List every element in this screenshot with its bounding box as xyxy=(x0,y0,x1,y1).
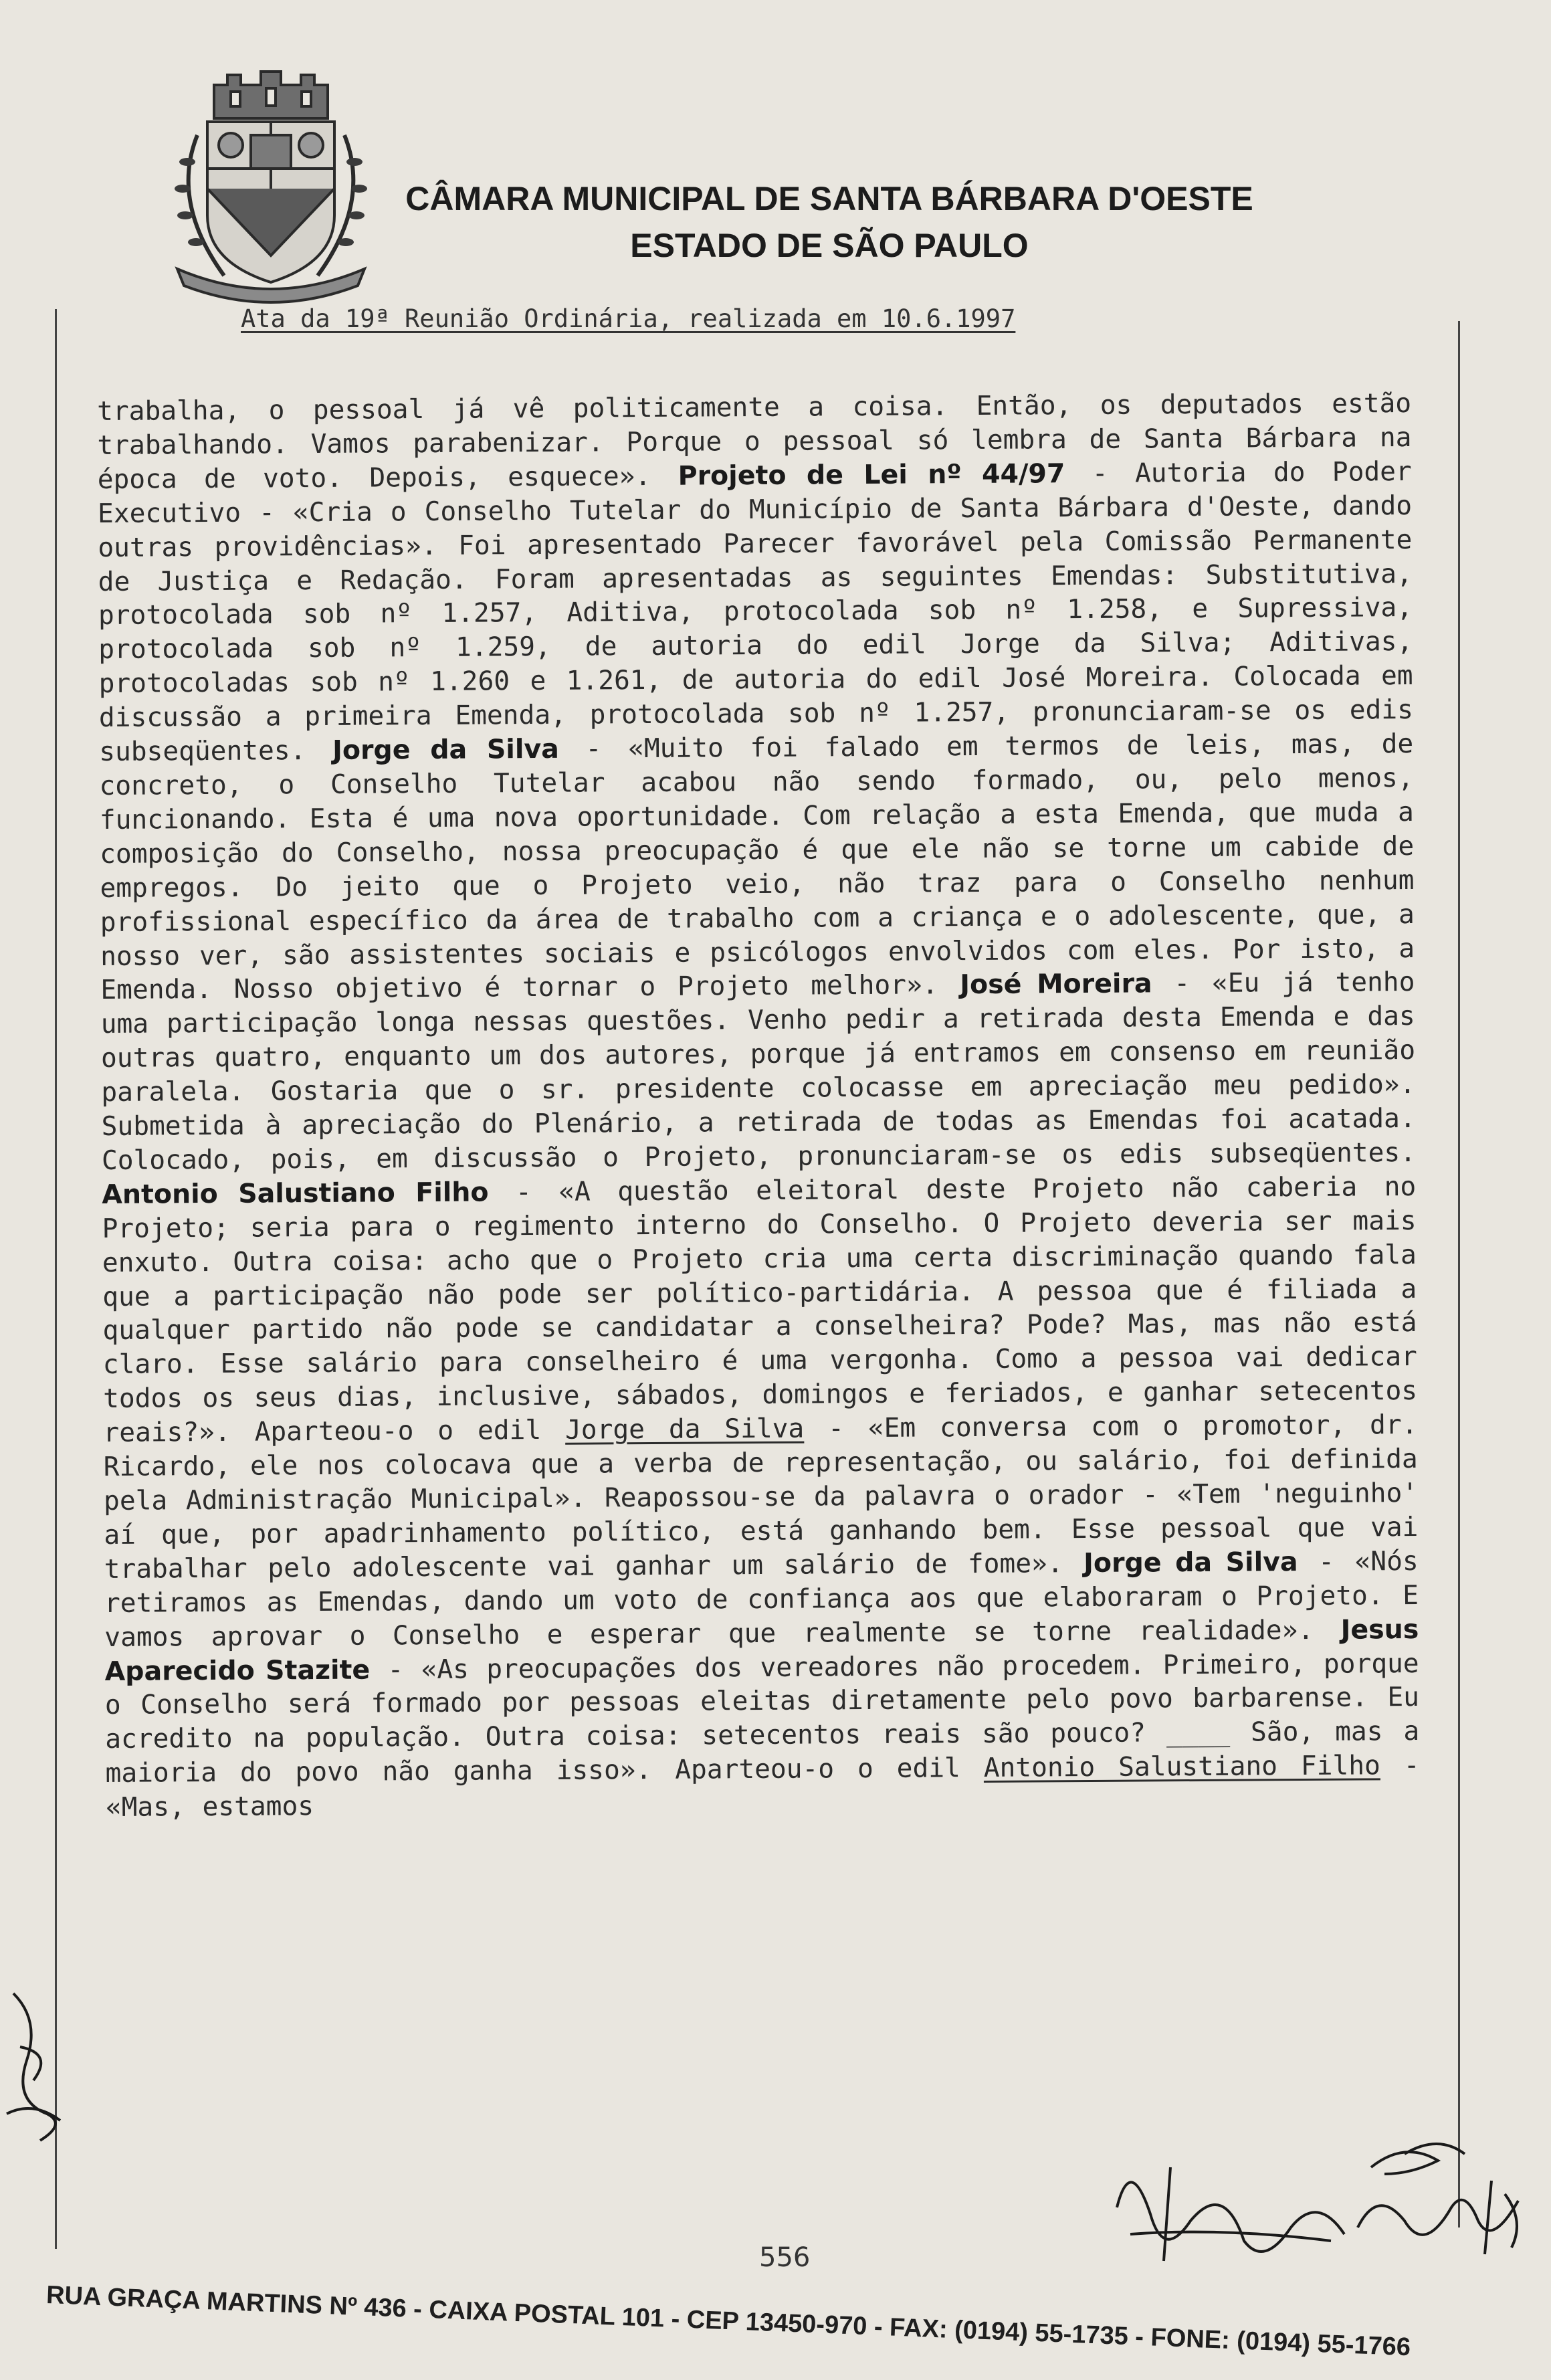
body-paragraph: - «Em conversa com o promotor, dr. Ricardo, ele nos colocava que a verba de representação, ou salário, foi definida pela Administração Municipal». Reapossou-se da palavra o orador - «Tem 'neguinho' aí que, por apadrinhamento político, está ganhando bem. Esse pessoal que vai trabalhar pelo adolescente vai ganhar um salário de fome». xyxy=(103,1409,1419,1585)
organization-title: CÂMARA MUNICIPAL DE SANTA BÁRBARA D'OESTE xyxy=(405,180,1253,217)
speaker-name: Jorge da Silva xyxy=(332,733,559,766)
body-paragraph: trabalha, o pessoal já vê politicamente a coisa. Então, os deputados estão trabalhando. Vamos parabenizar. Porque o pessoal só lembra de Santa Bárbara na época de voto. Depois, esquece». xyxy=(97,387,1412,495)
margin-signature-icon xyxy=(0,1980,80,2167)
body-paragraph: - «Eu já tenho uma participação longa nessas questões. Venho pedir a retirada desta Emenda e das outras quatro, enquanto um dos autores, porque já entramos em consenso em reunião paralela. Gostaria que o sr. presidente colocasse em apreciação meu pedido». Submetida à apreciação do Plenário, a retirada de todas as Emendas foi acatada. Colocado, pois, em discussão o Projeto, pronunciaram-se os edis subseqüentes. xyxy=(100,967,1417,1176)
page-number: 556 xyxy=(759,2242,811,2273)
minutes-subtitle: Ata da 19ª Reunião Ordinária, realizada em 10.6.1997 xyxy=(241,304,1016,333)
municipal-crest-icon xyxy=(150,55,391,309)
body-paragraph: - «Mas, estamos xyxy=(105,1750,1420,1823)
bill-heading: Projeto de Lei nº 44/97 xyxy=(678,458,1065,492)
footer-address: RUA GRAÇA MARTINS Nº 436 - CAIXA POSTAL 101 - CEP 13450-970 - FAX: (0194) 55-1735 - FONE: (0194) 55-1766 xyxy=(45,2281,1411,2362)
speaker-name: Antonio Salustiano Filho xyxy=(102,1177,489,1210)
aparte-name: Antonio Salustiano Filho xyxy=(983,1750,1380,1784)
body-paragraph: - «Muito foi falado em termos de leis, mas, de concreto, o Conselho Tutelar acabou não sendo formado, ou, pelo menos, funcionando. Esta é uma nova oportunidade. Com relação a esta Emenda, que muda a composição do Conselho, nossa preocupação é que ele não se torne um cabide de empregos. Do jeito que o Projeto veio, não traz para o Conselho nenhum profissional específico da área de trabalho com a criança e o adolescente, que, a nosso ver, são assistentes sociais e psicólogos envolvidos com eles. Por isto, a Emenda. Nosso objetivo é tornar o Projeto melhor». xyxy=(99,728,1415,1006)
body-paragraph: - «A questão eleitoral deste Projeto não caberia no Projeto; seria para o regimento interno do Conselho. O Projeto deveria ser mais enxuto. Outra coisa: acho que o Projeto cria uma certa discriminação quando fala que a participação não pode ser político-partidária. A pessoa que é filiada a qualquer partido não pode se candidatar a conselheira? Pode? Mas, mas não está claro. Esse salário para conselheiro é uma vergonha. Como a pessoa vai dedicar todos os seus dias, inclusive, sábados, domingos e feriados, e ganhar setecentos reais?». Aparteou-o o edil xyxy=(102,1171,1418,1449)
body-paragraph: - Autoria do Poder Executivo - «Cria o Conselho Tutelar do Município de Santa Bárbara d'Oeste, dando outras providências». Foi apresentado Parecer favorável pela Comissão Permanente de Justiça e Redação. Foram apresentadas as seguintes Emendas: Substitutiva, protocolada sob nº 1.257, Aditiva, protocolada sob nº 1.258, e Supressiva, protocolada sob nº 1.259, de autoria do edil Jorge da Silva; Aditivas, protocoladas sob nº 1.260 e 1.261, de autoria do edil José Moreira. Colocada em discussão a primeira Emenda, protocolada sob nº 1.257, pronunciaram-se os edis subseqüentes. xyxy=(97,456,1414,768)
aparte-name: Jorge da Silva xyxy=(564,1413,805,1446)
signatures-icon xyxy=(1090,2127,1545,2301)
minutes-body xyxy=(97,387,1420,1825)
body-paragraph: - «Nós retiramos as Emendas, dando um voto de confiança aos que elaboraram o Projeto. E vamos aprovar o Conselho e esperar que realmente se torne realidade». xyxy=(104,1545,1419,1653)
speaker-name: Jorge da Silva xyxy=(1083,1546,1298,1579)
speaker-name: José Moreira xyxy=(960,968,1152,1001)
left-margin-rule xyxy=(55,309,57,2249)
right-margin-rule xyxy=(1458,321,1460,2227)
speaker-name: Jesus Aparecido Stazite xyxy=(104,1613,1419,1687)
body-paragraph: - «As preocupações dos vereadores não procedem. Primeiro, porque o Conselho será formado por pessoas eleitas diretamente pelo povo barbarense. Eu acredito na população. Outra coisa: setecentos reais são pouco? ____ São, mas a maioria do povo não ganha isso». Aparteou-o o edil xyxy=(104,1648,1420,1789)
state-title: ESTADO DE SÃO PAULO xyxy=(630,227,1029,264)
